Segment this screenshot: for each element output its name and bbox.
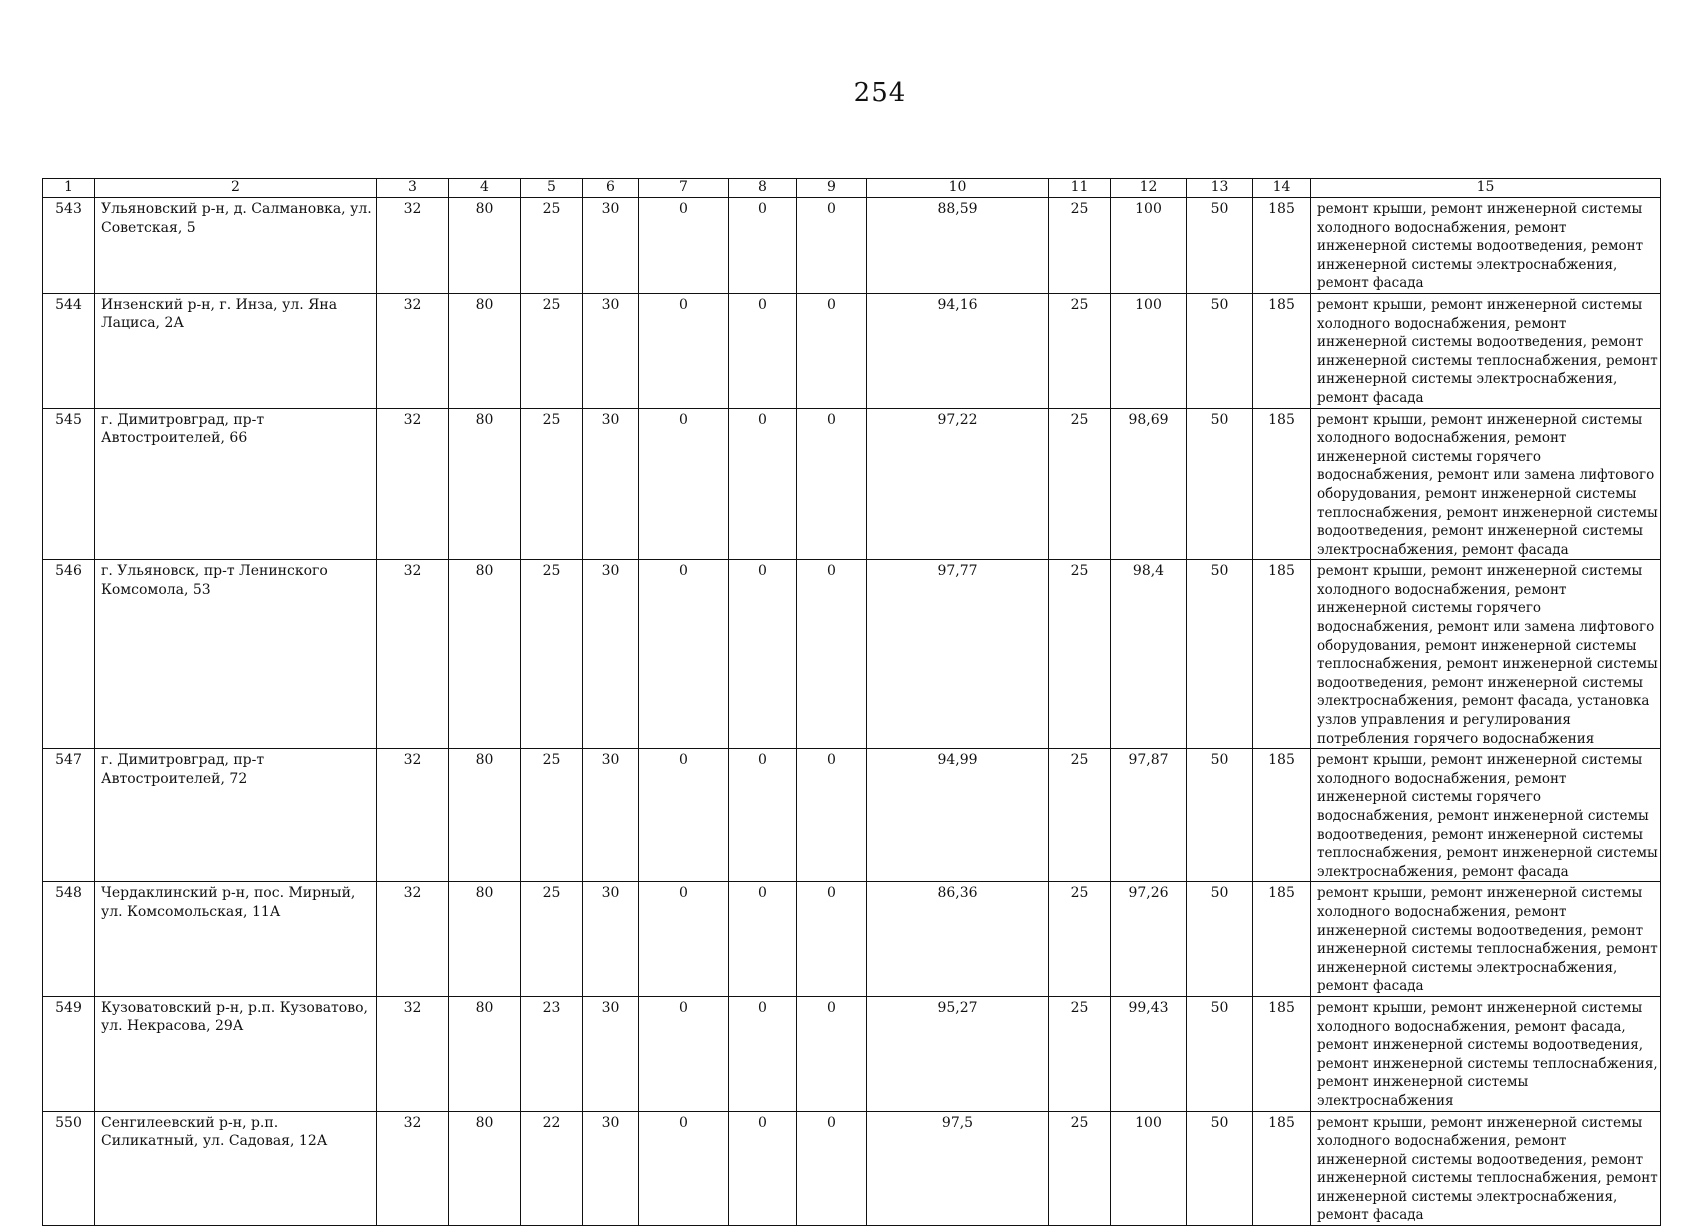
cell-address: г. Ульяновск, пр-т Ленинского Комсомола, 53 — [95, 560, 377, 749]
cell-c7: 0 — [639, 996, 729, 1111]
cell-address: г. Димитровград, пр-т Автостроителей, 72 — [95, 749, 377, 882]
table-row — [43, 560, 1661, 749]
cell-c6: 30 — [583, 408, 639, 560]
cell-c3: 32 — [377, 749, 449, 882]
cell-repair-works: ремонт крыши, ремонт инженерной системы холодного водоснабжения, ремонт инженерной системы водоотведения, ремонт инженерной системы теплоснабжения, ремонт инженерной системы электроснабжения, ремонт фасада — [1311, 1111, 1661, 1226]
cell-c6: 30 — [583, 560, 639, 749]
cell-c11: 25 — [1049, 749, 1111, 882]
table-row — [43, 749, 1661, 882]
column-header-1: 1 — [43, 179, 95, 198]
cell-c9: 0 — [797, 749, 867, 882]
cell-c4: 80 — [449, 1111, 521, 1226]
cell-c10: 95,27 — [867, 996, 1049, 1111]
cell-row-number: 547 — [43, 749, 95, 882]
table-row — [43, 198, 1661, 294]
page-number: 254 — [853, 78, 907, 108]
cell-c11: 25 — [1049, 560, 1111, 749]
cell-row-number: 543 — [43, 198, 95, 294]
cell-c12: 98,4 — [1111, 560, 1187, 749]
cell-c13: 50 — [1187, 882, 1253, 997]
cell-row-number: 549 — [43, 996, 95, 1111]
cell-c9: 0 — [797, 996, 867, 1111]
cell-c9: 0 — [797, 198, 867, 294]
cell-c6: 30 — [583, 749, 639, 882]
cell-address: Ульяновский р-н, д. Салмановка, ул. Советская, 5 — [95, 198, 377, 294]
cell-c13: 50 — [1187, 198, 1253, 294]
cell-c11: 25 — [1049, 882, 1111, 997]
cell-row-number: 546 — [43, 560, 95, 749]
cell-c5: 25 — [521, 198, 583, 294]
cell-c7: 0 — [639, 749, 729, 882]
cell-c9: 0 — [797, 408, 867, 560]
cell-c8: 0 — [729, 882, 797, 997]
column-header-13: 13 — [1187, 179, 1253, 198]
cell-c8: 0 — [729, 749, 797, 882]
cell-c7: 0 — [639, 882, 729, 997]
column-header-4: 4 — [449, 179, 521, 198]
cell-c10: 97,5 — [867, 1111, 1049, 1226]
table-row — [43, 1111, 1661, 1226]
cell-c14: 185 — [1253, 882, 1311, 997]
cell-c7: 0 — [639, 293, 729, 408]
column-header-14: 14 — [1253, 179, 1311, 198]
cell-c14: 185 — [1253, 749, 1311, 882]
cell-c3: 32 — [377, 408, 449, 560]
cell-c13: 50 — [1187, 560, 1253, 749]
housing-repair-table — [42, 178, 1661, 1226]
cell-repair-works: ремонт крыши, ремонт инженерной системы холодного водоснабжения, ремонт фасада, ремонт инженерной системы водоотведения, ремонт инженерной системы теплоснабжения, ремонт инженерной системы электроснабжения — [1311, 996, 1661, 1111]
cell-c13: 50 — [1187, 293, 1253, 408]
cell-c11: 25 — [1049, 1111, 1111, 1226]
cell-c6: 30 — [583, 996, 639, 1111]
cell-c9: 0 — [797, 293, 867, 408]
cell-c9: 0 — [797, 1111, 867, 1226]
cell-c10: 97,22 — [867, 408, 1049, 560]
column-header-10: 10 — [867, 179, 1049, 198]
cell-c5: 25 — [521, 749, 583, 882]
cell-c13: 50 — [1187, 408, 1253, 560]
cell-c10: 94,16 — [867, 293, 1049, 408]
column-header-6: 6 — [583, 179, 639, 198]
cell-c7: 0 — [639, 408, 729, 560]
cell-c11: 25 — [1049, 293, 1111, 408]
cell-c4: 80 — [449, 996, 521, 1111]
cell-address: Сенгилеевский р-н, р.п. Силикатный, ул. Садовая, 12А — [95, 1111, 377, 1226]
cell-repair-works: ремонт крыши, ремонт инженерной системы холодного водоснабжения, ремонт инженерной системы горячего водоснабжения, ремонт или замена лифтового оборудования, ремонт инженерной системы теплоснабжения, ремонт инженерной системы водоотведения, ремонт инженерной системы электроснабжения, ремонт фасада, установка узлов управления и регулирования потребления горячего водоснабжения — [1311, 560, 1661, 749]
cell-c5: 23 — [521, 996, 583, 1111]
cell-c12: 99,43 — [1111, 996, 1187, 1111]
cell-c3: 32 — [377, 882, 449, 997]
cell-c10: 94,99 — [867, 749, 1049, 882]
cell-c4: 80 — [449, 198, 521, 294]
cell-c6: 30 — [583, 1111, 639, 1226]
cell-c4: 80 — [449, 293, 521, 408]
column-header-3: 3 — [377, 179, 449, 198]
column-header-9: 9 — [797, 179, 867, 198]
cell-c8: 0 — [729, 560, 797, 749]
cell-c7: 0 — [639, 1111, 729, 1226]
cell-c8: 0 — [729, 293, 797, 408]
cell-c14: 185 — [1253, 198, 1311, 294]
cell-c9: 0 — [797, 560, 867, 749]
cell-repair-works: ремонт крыши, ремонт инженерной системы холодного водоснабжения, ремонт инженерной системы горячего водоснабжения, ремонт инженерной системы водоотведения, ремонт инженерной системы теплоснабжения, ремонт инженерной системы электроснабжения, ремонт фасада — [1311, 749, 1661, 882]
table-row — [43, 293, 1661, 408]
cell-c3: 32 — [377, 198, 449, 294]
cell-c5: 25 — [521, 882, 583, 997]
cell-repair-works: ремонт крыши, ремонт инженерной системы холодного водоснабжения, ремонт инженерной системы водоотведения, ремонт инженерной системы теплоснабжения, ремонт инженерной системы электроснабжения, ремонт фасада — [1311, 882, 1661, 997]
cell-c13: 50 — [1187, 1111, 1253, 1226]
cell-c10: 97,77 — [867, 560, 1049, 749]
cell-c8: 0 — [729, 996, 797, 1111]
cell-c12: 98,69 — [1111, 408, 1187, 560]
column-header-12: 12 — [1111, 179, 1187, 198]
cell-c10: 88,59 — [867, 198, 1049, 294]
cell-c8: 0 — [729, 1111, 797, 1226]
cell-c5: 25 — [521, 560, 583, 749]
table-body — [43, 198, 1661, 1226]
cell-c12: 100 — [1111, 198, 1187, 294]
cell-c12: 97,87 — [1111, 749, 1187, 882]
cell-repair-works: ремонт крыши, ремонт инженерной системы холодного водоснабжения, ремонт инженерной системы водоотведения, ремонт инженерной системы теплоснабжения, ремонт инженерной системы электроснабжения, ремонт фасада — [1311, 293, 1661, 408]
cell-c13: 50 — [1187, 749, 1253, 882]
column-header-8: 8 — [729, 179, 797, 198]
cell-c6: 30 — [583, 882, 639, 997]
cell-row-number: 545 — [43, 408, 95, 560]
cell-c3: 32 — [377, 293, 449, 408]
cell-c6: 30 — [583, 198, 639, 294]
cell-c12: 97,26 — [1111, 882, 1187, 997]
cell-c10: 86,36 — [867, 882, 1049, 997]
cell-address: Инзенский р-н, г. Инза, ул. Яна Лациса, 2А — [95, 293, 377, 408]
column-header-11: 11 — [1049, 179, 1111, 198]
cell-c14: 185 — [1253, 408, 1311, 560]
cell-repair-works: ремонт крыши, ремонт инженерной системы холодного водоснабжения, ремонт инженерной системы горячего водоснабжения, ремонт или замена лифтового оборудования, ремонт инженерной системы теплоснабжения, ремонт инженерной системы водоотведения, ремонт инженерной системы электроснабжения, ремонт фасада — [1311, 408, 1661, 560]
column-header-2: 2 — [95, 179, 377, 198]
column-header-7: 7 — [639, 179, 729, 198]
cell-c4: 80 — [449, 408, 521, 560]
housing-repair-table-container — [42, 178, 1660, 1226]
cell-c12: 100 — [1111, 293, 1187, 408]
cell-c11: 25 — [1049, 408, 1111, 560]
cell-row-number: 544 — [43, 293, 95, 408]
cell-c14: 185 — [1253, 1111, 1311, 1226]
cell-c11: 25 — [1049, 198, 1111, 294]
cell-c3: 32 — [377, 1111, 449, 1226]
cell-c4: 80 — [449, 749, 521, 882]
cell-address: Чердаклинский р-н, пос. Мирный, ул. Комсомольская, 11А — [95, 882, 377, 997]
cell-address: Кузоватовский р-н, р.п. Кузоватово, ул. Некрасова, 29А — [95, 996, 377, 1111]
cell-c11: 25 — [1049, 996, 1111, 1111]
cell-c5: 25 — [521, 293, 583, 408]
cell-c3: 32 — [377, 996, 449, 1111]
cell-c7: 0 — [639, 198, 729, 294]
cell-c12: 100 — [1111, 1111, 1187, 1226]
cell-address: г. Димитровград, пр-т Автостроителей, 66 — [95, 408, 377, 560]
cell-c4: 80 — [449, 882, 521, 997]
cell-row-number: 550 — [43, 1111, 95, 1226]
cell-repair-works: ремонт крыши, ремонт инженерной системы холодного водоснабжения, ремонт инженерной системы водоотведения, ремонт инженерной системы электроснабжения, ремонт фасада — [1311, 198, 1661, 294]
header-row — [43, 179, 1661, 198]
cell-c4: 80 — [449, 560, 521, 749]
cell-c14: 185 — [1253, 293, 1311, 408]
cell-c3: 32 — [377, 560, 449, 749]
column-header-15: 15 — [1311, 179, 1661, 198]
cell-c5: 25 — [521, 408, 583, 560]
cell-c14: 185 — [1253, 560, 1311, 749]
cell-c13: 50 — [1187, 996, 1253, 1111]
cell-c8: 0 — [729, 408, 797, 560]
table-row — [43, 996, 1661, 1111]
cell-c6: 30 — [583, 293, 639, 408]
cell-c7: 0 — [639, 560, 729, 749]
cell-c8: 0 — [729, 198, 797, 294]
table-row — [43, 408, 1661, 560]
cell-c5: 22 — [521, 1111, 583, 1226]
cell-c9: 0 — [797, 882, 867, 997]
cell-c14: 185 — [1253, 996, 1311, 1111]
column-header-5: 5 — [521, 179, 583, 198]
cell-row-number: 548 — [43, 882, 95, 997]
table-row — [43, 882, 1661, 997]
